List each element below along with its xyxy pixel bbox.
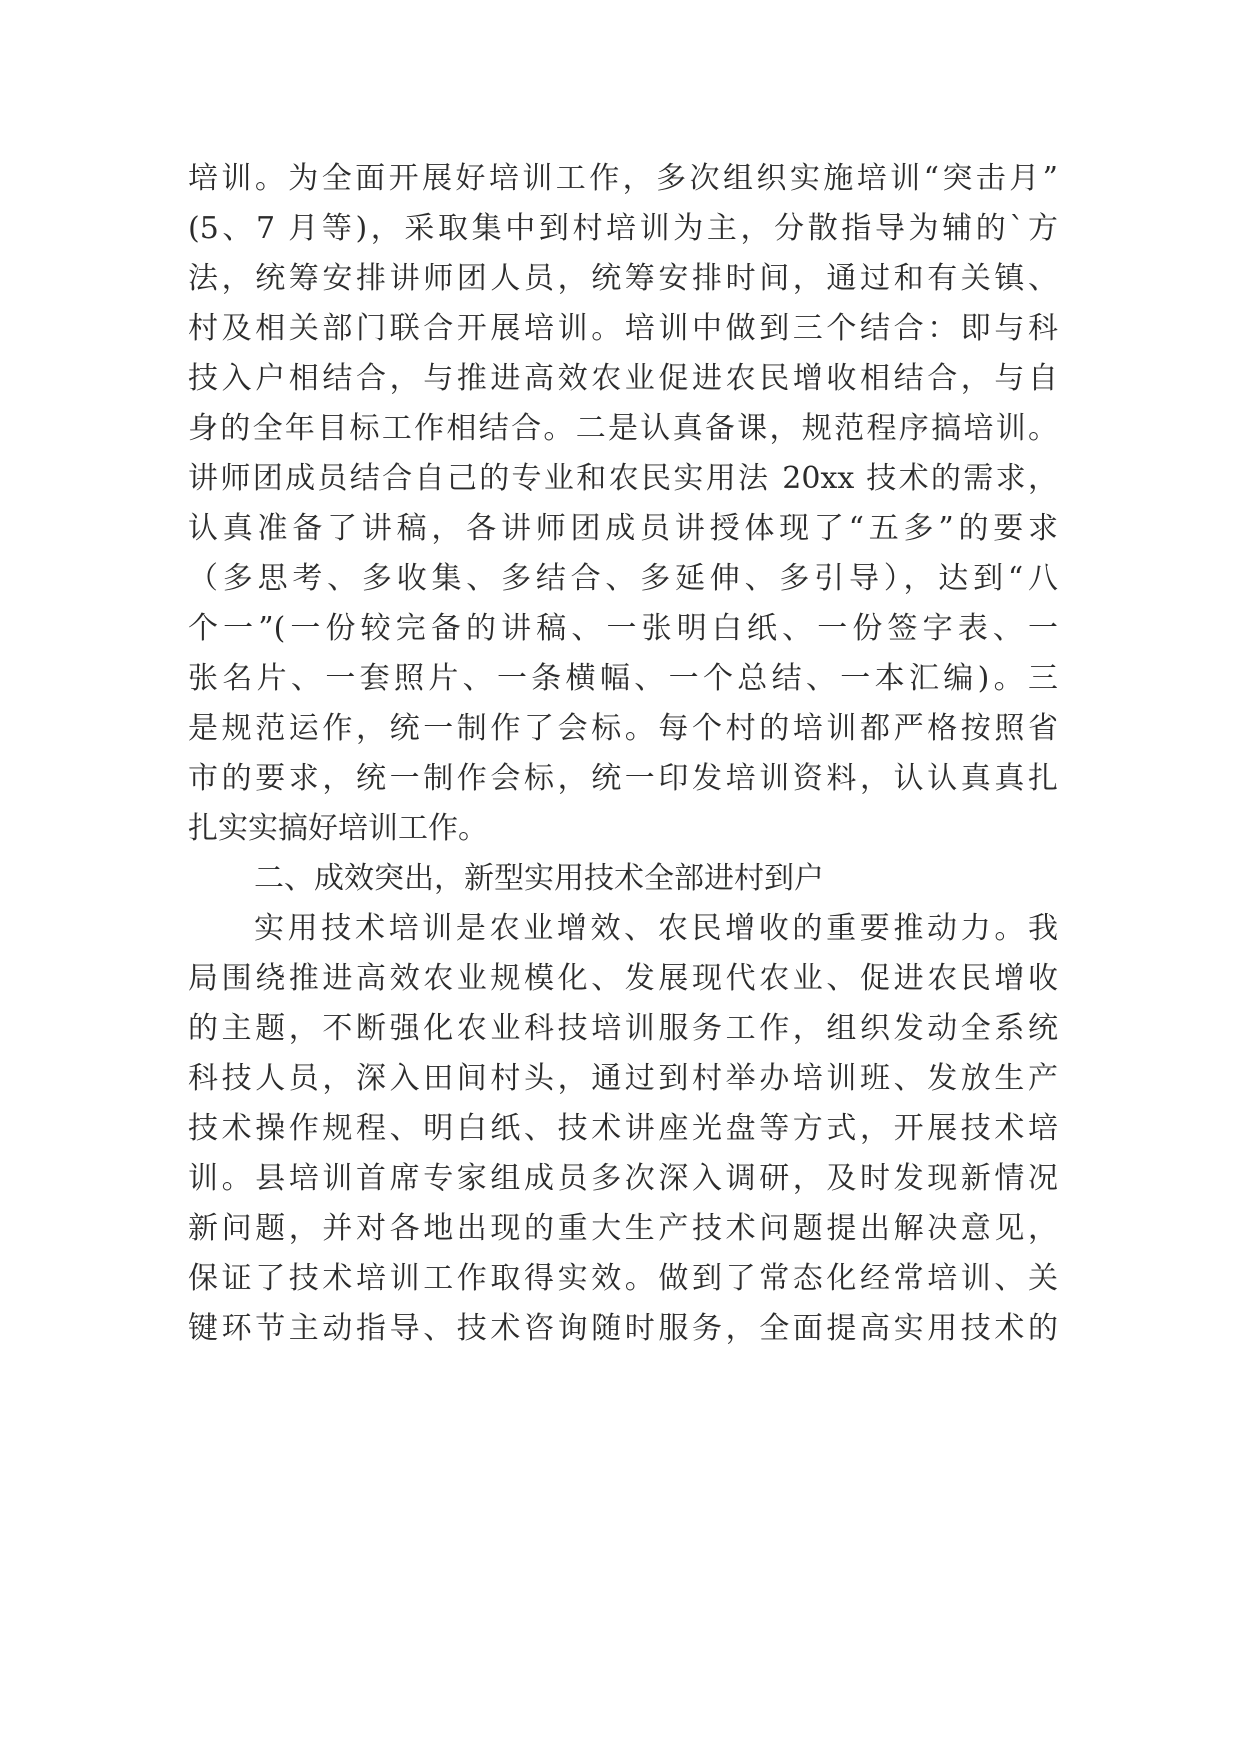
text-line: 村及相关部门联合开展培训。培训中做到三个结合：即与科 <box>188 311 1058 346</box>
text-line: 讲师团成员结合自己的专业和农民实用法 20xx 技术的需求， <box>188 461 1058 496</box>
text-line: 实用技术培训是农业增效、农民增收的重要推动力。我 <box>254 911 1058 946</box>
text-line: 保证了技术培训工作取得实效。做到了常态化经常培训、关 <box>188 1261 1058 1296</box>
text-line: 培训。为全面开展好培训工作，多次组织实施培训“突击月” <box>188 161 1058 196</box>
text-line: 技入户相结合，与推进高效农业促进农民增收相结合，与自 <box>188 361 1058 396</box>
text-line: 是规范运作，统一制作了会标。每个村的培训都严格按照省 <box>188 711 1058 746</box>
text-line: 市的要求，统一制作会标，统一印发培训资料，认认真真扎 <box>188 761 1058 796</box>
text-line: 法，统筹安排讲师团人员，统筹安排时间，通过和有关镇、 <box>188 261 1058 296</box>
text-line: 键环节主动指导、技术咨询随时服务，全面提高实用技术的 <box>188 1311 1058 1346</box>
text-line: (5、7 月等)，采取集中到村培训为主，分散指导为辅的`方 <box>188 211 1058 246</box>
text-line: 技术操作规程、明白纸、技术讲座光盘等方式，开展技术培 <box>188 1111 1058 1146</box>
text-line: 张名片、一套照片、一条横幅、一个总结、一本汇编)。三 <box>188 661 1058 696</box>
text-line: （多思考、多收集、多结合、多延伸、多引导），达到“八 <box>188 561 1058 596</box>
text-line: 训。县培训首席专家组成员多次深入调研，及时发现新情况 <box>188 1161 1058 1196</box>
text-line: 科技人员，深入田间村头，通过到村举办培训班、发放生产 <box>188 1061 1058 1096</box>
text-line: 的主题，不断强化农业科技培训服务工作，组织发动全系统 <box>188 1011 1058 1046</box>
text-line: 认真准备了讲稿，各讲师团成员讲授体现了“五多”的要求 <box>188 511 1058 546</box>
text-line: 局围绕推进高效农业规模化、发展现代农业、促进农民增收 <box>188 961 1058 996</box>
section-heading: 二、成效突出，新型实用技术全部进村到户 <box>254 861 824 896</box>
text-line: 扎实实搞好培训工作。 <box>188 811 488 846</box>
text-line: 身的全年目标工作相结合。二是认真备课，规范程序搞培训。 <box>188 411 1058 446</box>
text-line: 个一”(一份较完备的讲稿、一张明白纸、一份签字表、一 <box>188 611 1058 646</box>
text-line: 新问题，并对各地出现的重大生产技术问题提出解决意见， <box>188 1211 1058 1246</box>
